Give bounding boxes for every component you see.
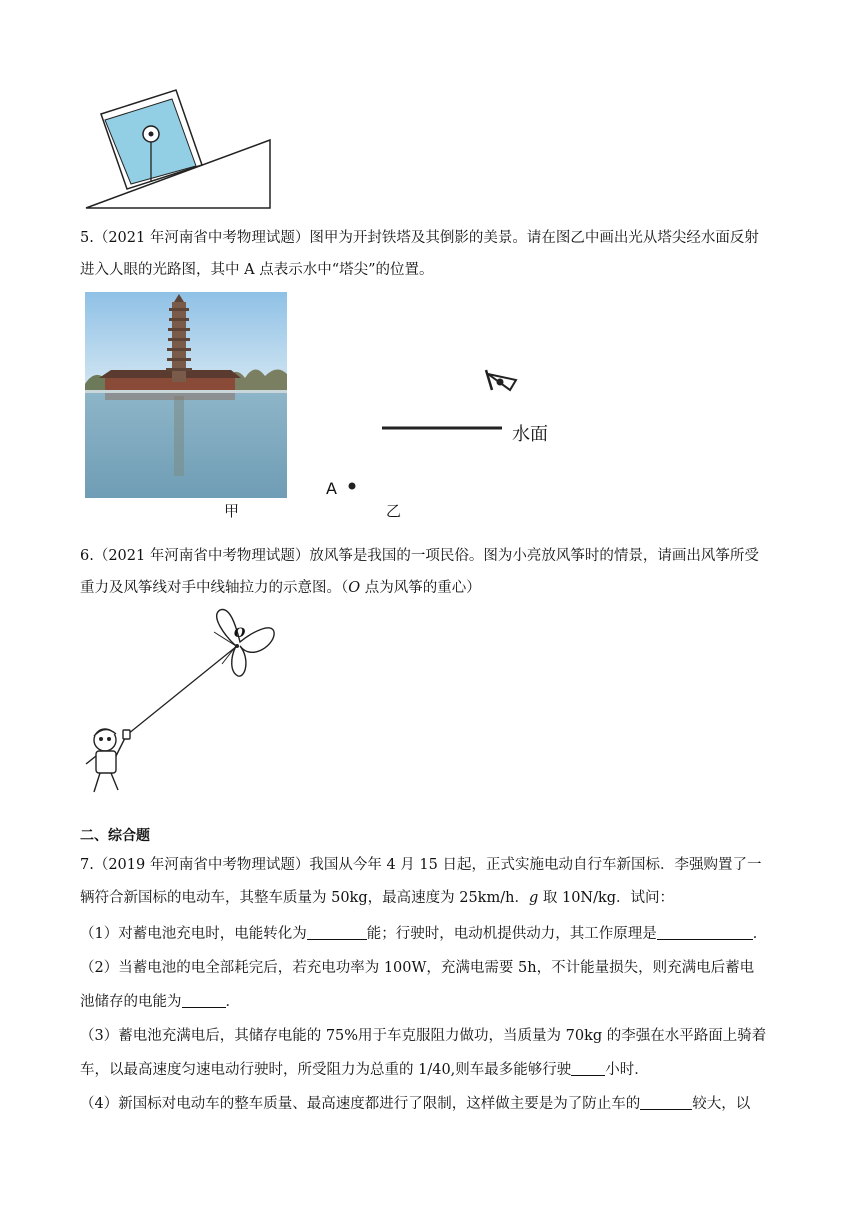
q7-p4-b: 较大，以 bbox=[692, 1096, 751, 1112]
q7-line-2 bbox=[80, 888, 780, 908]
caption-yi: 乙 bbox=[386, 502, 402, 520]
q7-part-1 bbox=[80, 924, 780, 944]
q7-part-4 bbox=[80, 1094, 780, 1114]
label-point-a: A bbox=[326, 479, 337, 498]
boy-flying-kite bbox=[86, 729, 130, 792]
point-a-dot bbox=[349, 483, 356, 490]
q6-line-2 bbox=[80, 578, 780, 598]
q7-line-2-b: 取 10N/kg．试问： bbox=[538, 890, 675, 906]
q7-p2-b: ． bbox=[225, 994, 240, 1010]
kite-string bbox=[128, 646, 237, 734]
label-water-surface: 水面 bbox=[512, 424, 548, 445]
q7-p1-a: （1）对蓄电池充电时，电能转化为 bbox=[80, 926, 307, 942]
caption-jia: 甲 bbox=[224, 502, 240, 520]
q7-p2-a: 池储存的电能为 bbox=[80, 994, 182, 1010]
kite-body bbox=[217, 609, 274, 652]
q7-part-3-line-2 bbox=[80, 1060, 780, 1080]
center-of-gravity-dot bbox=[149, 132, 154, 137]
q7-p4-a: （4）新国标对电动车的整车质量、最高速度都进行了限制，这样做主要是为了防止车的 bbox=[80, 1096, 641, 1112]
q6-line-2-b: 点为风筝的重心） bbox=[360, 580, 481, 596]
answer-blank-1[interactable] bbox=[307, 925, 367, 940]
label-o: O bbox=[234, 626, 246, 641]
kite-figure bbox=[80, 606, 290, 806]
q7-part-2-line-2 bbox=[80, 992, 780, 1012]
q5-line-2: 进入人眼的光路图，其中 A 点表示水中“塔尖”的位置。 bbox=[80, 262, 434, 278]
q7-line-1: 7.（2019 年河南省中考物理试题）我国从今年 4 月 15 日起，正式实施电动自行车新国标．李强购置了一 bbox=[80, 857, 762, 873]
section-2-title: 二、综合题 bbox=[80, 828, 150, 844]
incline-box-figure bbox=[80, 82, 280, 214]
q7-p1-b: 能；行驶时，电动机提供动力，其工作原理是 bbox=[366, 926, 657, 942]
q7-part-3-line-1: （3）蓄电池充满电后，其储存电能的 75%用于车克服阻力做功，当质量为 70kg 的李强在水平路面上骑着 bbox=[80, 1028, 767, 1044]
q6-line-2-a: 重力及风筝线对手中线轴拉力的示意图。（ bbox=[80, 580, 349, 596]
q7-p3-a: 车，以最高速度匀速电动行驶时，所受阻力为总重的 1/40,则车最多能够行驶 bbox=[80, 1062, 572, 1078]
q7-p3-b: 小时． bbox=[605, 1062, 649, 1078]
answer-blank-2[interactable] bbox=[657, 925, 753, 940]
answer-blank-4[interactable] bbox=[571, 1061, 605, 1076]
q5-line-1: 5.（2021 年河南省中考物理试题）图甲为开封铁塔及其倒影的美景。请在图乙中画出光从塔尖经水面反射 bbox=[80, 230, 759, 246]
q7-line-2-g: g bbox=[528, 890, 539, 906]
q7-p1-c: ． bbox=[752, 926, 768, 942]
eye-icon bbox=[486, 370, 516, 390]
q6-line-1: 6.（2021 年河南省中考物理试题）放风筝是我国的一项民俗。图为小亮放风筝时的情景，请画出风筝所受 bbox=[80, 548, 759, 564]
q6-line-2-o: O bbox=[348, 580, 361, 596]
answer-blank-5[interactable] bbox=[640, 1095, 692, 1110]
q7-part-2-line-1: （2）当蓄电池的电全部耗完后，若充电功率为 100W，充满电需要 5h，不计能量损失，则充满电后蓄电 bbox=[80, 960, 755, 976]
answer-blank-3[interactable] bbox=[182, 993, 226, 1008]
pagoda-photo bbox=[85, 292, 287, 498]
q7-line-2-a: 辆符合新国标的电动车，其整车质量为 50kg，最高速度为 25km/h． bbox=[80, 890, 529, 906]
